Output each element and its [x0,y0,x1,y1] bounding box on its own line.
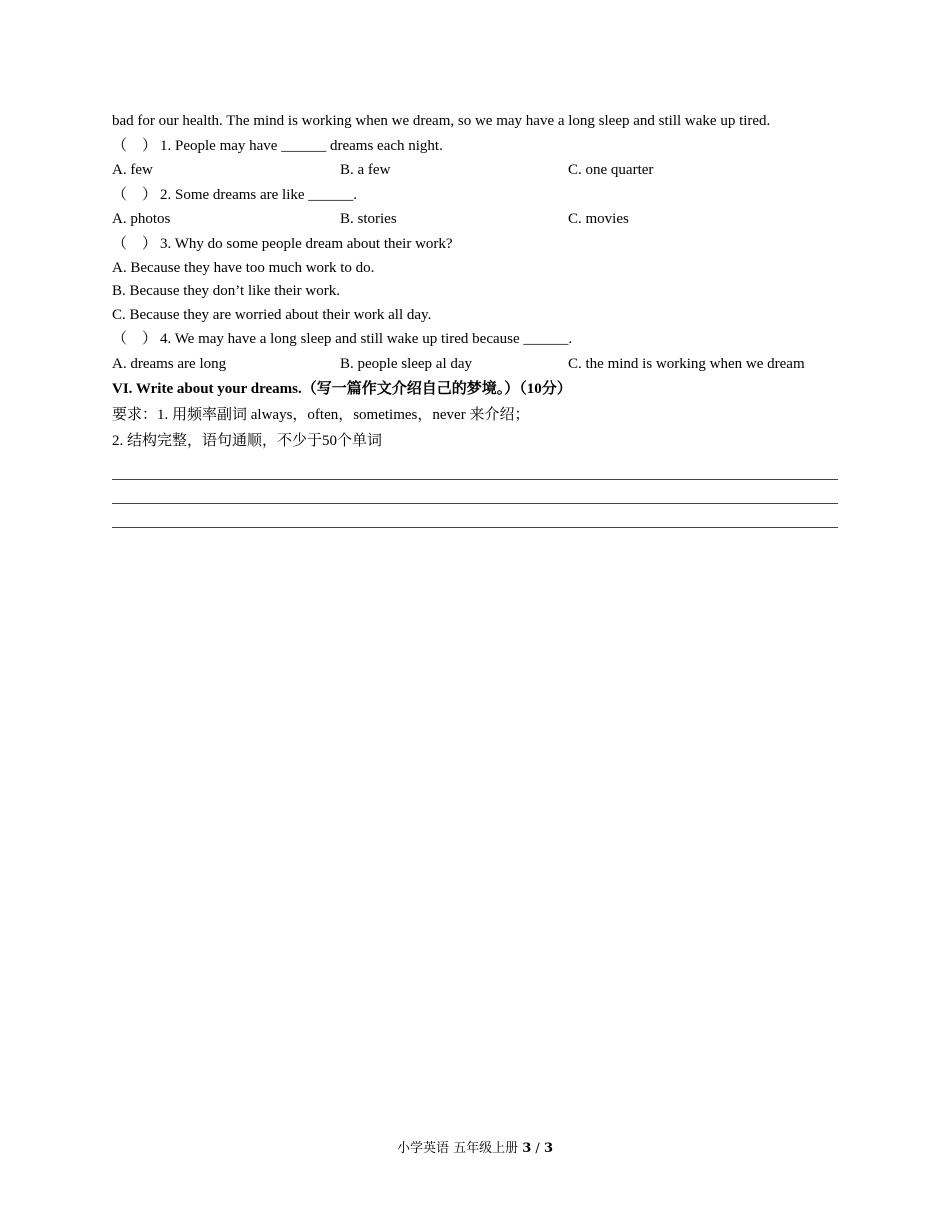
answer-paren[interactable]: （ ） [112,331,158,348]
question-3 [112,232,838,257]
question-2-options [112,207,838,232]
option-a: A. dreams are long [112,355,227,372]
footer-page-number: 3 [522,1141,532,1156]
option-c: C. one quarter [568,162,654,179]
answer-paren[interactable]: （ ） [112,186,158,203]
section-6-title-cn: （写一篇作文介绍自己的梦境。）（10分） [301,381,572,398]
writing-line-3[interactable] [112,504,838,528]
requirement-2: 2. 结构完整，语句通顺，不少于50个单词 [112,432,383,449]
question-4-options [112,352,838,377]
option-b: B. a few [340,162,391,179]
worksheet-page [112,109,838,528]
option-a: A. Because they have too much work to do. [112,259,375,276]
question-stem: 2. Some dreams are like ______. [160,186,358,203]
page-footer [0,1137,950,1156]
option-c: C. Because they are worried about their work all day. [112,306,432,323]
question-stem: 3. Why do some people dream about their work? [160,235,453,252]
option-a: A. photos [112,211,171,228]
option-c: C. the mind is working when we dream [568,355,805,372]
footer-subject: 小学英语 五年级上册 [396,1141,523,1156]
question-2 [112,183,838,208]
question-1 [112,134,838,159]
footer-separator: / [531,1141,544,1156]
writing-line-1[interactable] [112,456,838,480]
question-4 [112,327,838,352]
requirement-1: 要求：1. 用频率副词 always，often，sometimes，never 来介绍； [112,406,530,423]
passage-text: bad for our health. The mind is working when we dream, so we may have a long sleep and still wake up tired. [112,113,771,129]
answer-paren[interactable]: （ ） [112,235,158,252]
option-b: B. Because they don’t like their work. [112,283,341,300]
answer-paren[interactable]: （ ） [112,137,158,154]
option-c: C. movies [568,211,629,228]
question-stem: 4. We may have a long sleep and still wake up tired because ______. [160,331,573,348]
section-6-title: VI. Write about your dreams. [112,381,302,398]
option-b: B. people sleep al day [340,355,473,372]
footer-total-pages: 3 [543,1141,553,1156]
question-stem: 1. People may have ______ dreams each night. [160,137,443,154]
option-b: B. stories [340,211,397,228]
writing-line-2[interactable] [112,480,838,504]
question-1-options [112,158,838,183]
option-a: A. few [112,162,153,179]
section-6-heading [112,377,838,402]
